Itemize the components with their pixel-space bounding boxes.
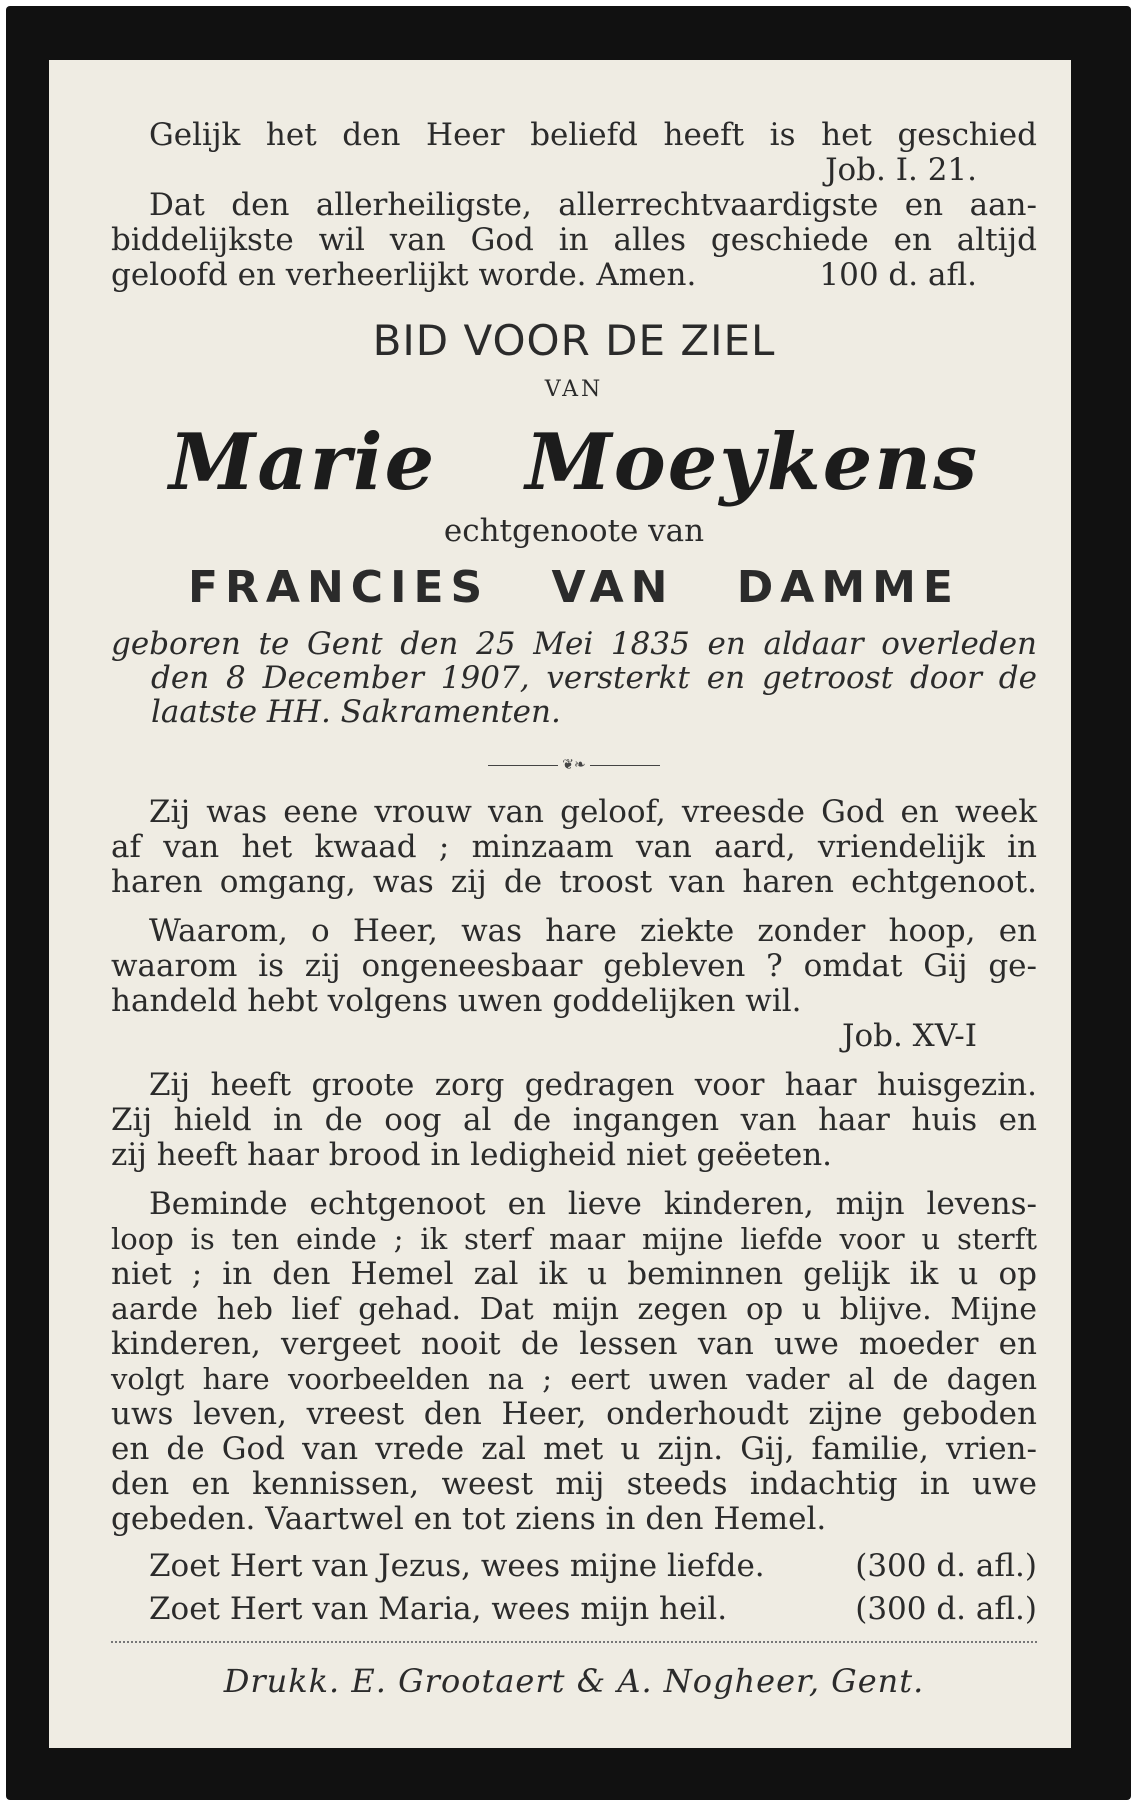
paragraph-line: aarde heb lief gehad. Dat mijn zegen op u blijve. Mijne [111,1292,1037,1327]
quote-line: biddelijkste wil van God in alles geschiede en altijd [111,222,1037,258]
heading-van: VAN [544,377,604,402]
paragraph-line: Zij was eene vrouw van geloof, vreesde God en week [149,794,1037,830]
paragraph-line: handeld hebt volgens uwen goddelijken wil. [111,983,802,1019]
paragraph-line: Zij heeft groote zorg gedragen voor haar huisgezin. [149,1067,1037,1103]
paragraph-line: gebeden. Vaartwel en tot ziens in den Hemel. [111,1501,827,1537]
dotted-separator [111,1641,1037,1643]
paragraph-line: den en kennissen, weest mij steeds indachtig in uwe [111,1466,1037,1502]
deceased-name: Marie Moeykens [169,417,979,508]
birth-line: laatste HH. Sakramenten. [151,694,561,730]
paragraph-line: Waarom, o Heer, was hare ziekte zonder hoop, en [149,913,1037,949]
ornamental-divider [111,757,1037,773]
prayer-text: Zoet Hert van Jezus, wees mijne liefde. [149,1548,765,1584]
divider-rule [590,765,660,766]
paragraph-line: volgt hare voorbeelden na ; eert uwen vader al de dagen [111,1362,1037,1396]
paragraph-line: af van het kwaad ; minzaam van aard, vriendelijk in [111,829,1037,865]
spouse-name: FRANCIES VAN DAMME [187,562,960,613]
quote-line: geloofd en verheerlijkt worde. Amen. [111,257,697,293]
printer-credit: Drukk. E. Grootaert & A. Nogheer, Gent. [223,1662,925,1700]
memorial-card-paper [49,60,1071,1748]
closing-prayers [111,1549,1037,1627]
paragraph-line: waarom is zij ongeneesbaar gebleven ? omdat Gij ge- [111,948,1037,984]
paragraph-reference: Job. XV-I [842,1018,977,1054]
quote-line: Dat den allerheiligste, allerrechtvaardigste en aan- [149,187,1037,223]
paragraph-line: uws leven, vreest den Heer, onderhoudt zijne geboden [111,1396,1037,1432]
paragraph [111,914,1037,1054]
divider-rule [488,765,558,766]
paragraph-line: loop is ten einde ; ik sterf maar mijne liefde voor u sterft [111,1222,1037,1256]
prayer-line [111,1549,1037,1584]
paragraph-line: en de God van vrede zal met u zijn. Gij, familie, vrien- [111,1431,1037,1467]
prayer-heading: BID VOOR DE ZIEL [372,316,776,365]
quote-indulgence: 100 d. afl. [819,257,977,293]
paragraph-line: Beminde echtgenoot en lieve kinderen, mijn levens- [149,1186,1037,1222]
paragraph-line: Zij hield in de oog al de ingangen van haar huis en [111,1102,1037,1138]
paragraph-line: kinderen, vergeet nooit de lessen van uwe moeder en [111,1326,1037,1362]
quote-reference: Job. I. 21. [825,152,977,188]
prayer-text: Zoet Hert van Maria, wees mijn heil. [149,1591,728,1627]
paragraph-line: niet ; in den Hemel zal ik u beminnen gelijk ik u op [111,1256,1037,1292]
prayer-line [111,1592,1037,1627]
prayer-indulgence: (300 d. afl.) [855,1548,1037,1584]
opening-quote [111,118,1037,293]
paragraph-line: zij heeft haar brood in ledigheid niet geëeten. [111,1137,833,1173]
paragraph [111,1187,1037,1537]
spouse-label: echtgenoote van [443,513,705,549]
memorial-card-border [6,6,1131,1800]
paragraph-line: haren omgang, was zij de troost van haren echtgenoot. [111,864,1037,900]
birth-line: den 8 December 1907, versterkt en getroost door de [151,660,1037,696]
divider-ornament-icon: ❦❧ [562,757,586,773]
quote-last-line [111,258,1037,293]
birth-death-notice [111,627,1037,729]
paragraph [111,795,1037,900]
quote-line: Gelijk het den Heer beliefd heeft is het geschied [149,117,1037,153]
paragraph [111,1068,1037,1173]
prayer-indulgence: (300 d. afl.) [855,1591,1037,1627]
birth-line: geboren te Gent den 25 Mei 1835 en aldaar overleden [111,626,1037,662]
